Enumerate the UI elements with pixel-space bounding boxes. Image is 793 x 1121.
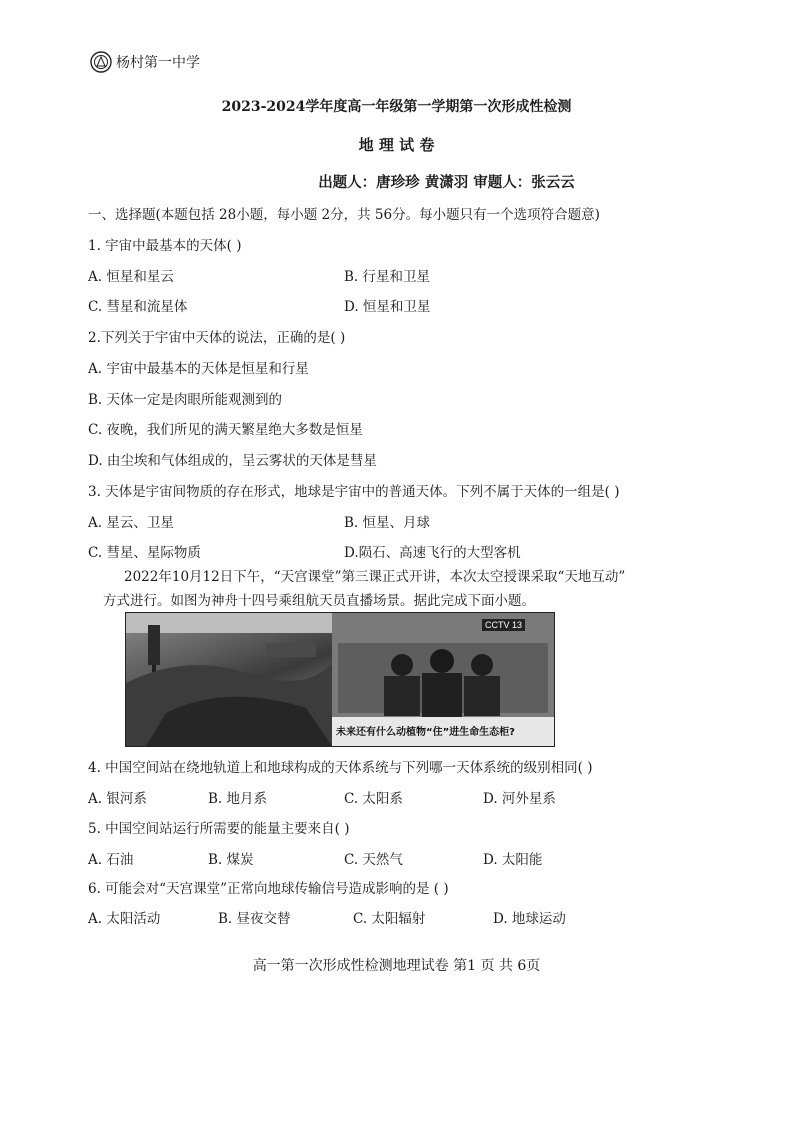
option-b: B. 行星和卫星 bbox=[344, 269, 431, 285]
option-a: A. 星云、卫星 bbox=[88, 515, 174, 531]
school-name: 杨村第一中学 bbox=[116, 55, 200, 71]
channel-logo: CCTV 13 bbox=[482, 619, 525, 631]
page-footer: 高一第一次形成性检测地理试卷 第1 页 共 6页 bbox=[252, 958, 541, 974]
option-a: A. 恒星和星云 bbox=[88, 269, 174, 285]
option-d: D. 地球运动 bbox=[493, 911, 566, 927]
option-a: A. 宇宙中最基本的天体是恒星和行星 bbox=[88, 361, 309, 377]
station-view-icon bbox=[126, 613, 332, 746]
photo-caption: 未来还有什么动植物“住”进生命生态柜? bbox=[336, 727, 515, 738]
passage-line: 2022年10月12日下午，“天宫课堂”第三课正式开讲，本次太空授课采取“天地互动” bbox=[124, 569, 626, 585]
option-c: C. 太阳系 bbox=[344, 791, 403, 807]
option-c: C. 彗星、星际物质 bbox=[88, 545, 201, 561]
option-c: C. 太阳辐射 bbox=[353, 911, 426, 927]
option-a: A. 太阳活动 bbox=[88, 911, 161, 927]
space-station-photo bbox=[126, 613, 332, 746]
option-c: C. 夜晚，我们所见的满天繁星绝大多数是恒星 bbox=[88, 422, 363, 438]
astronaut-broadcast-photo bbox=[125, 612, 555, 747]
option-d: D. 由尘埃和气体组成的，呈云雾状的天体是彗星 bbox=[88, 453, 377, 469]
subject-title: 地 理 试 卷 bbox=[358, 136, 435, 154]
option-b: B. 地月系 bbox=[208, 791, 268, 807]
school-logo-icon bbox=[90, 51, 112, 73]
option-b: B. 昼夜交替 bbox=[218, 911, 291, 927]
question-stem: 5. 中国空间站运行所需要的能量主要来自( ) bbox=[88, 821, 350, 837]
question-stem: 6. 可能会对“天宫课堂”正常向地球传输信号造成影响的是 ( ) bbox=[88, 881, 449, 897]
option-d: D. 太阳能 bbox=[483, 852, 543, 868]
question-stem: 2.下列关于宇宙中天体的说法，正确的是( ) bbox=[88, 330, 346, 346]
option-d: D. 河外星系 bbox=[483, 791, 556, 807]
option-b: B. 天体一定是肉眼所能观测到的 bbox=[88, 392, 283, 408]
option-a: A. 石油 bbox=[88, 852, 134, 868]
school-header bbox=[90, 50, 200, 74]
authors-line: 出题人：唐珍珍 黄潇羽 审题人：张云云 bbox=[318, 174, 575, 191]
option-b: B. 煤炭 bbox=[208, 852, 254, 868]
option-d: D. 恒星和卫星 bbox=[344, 299, 431, 315]
option-b: B. 恒星、月球 bbox=[344, 515, 431, 531]
option-d: D.陨石、高速飞行的大型客机 bbox=[344, 545, 521, 561]
question-stem: 1. 宇宙中最基本的天体( ) bbox=[88, 238, 242, 254]
section-heading: 一、选择题(本题包括 28小题，每小题 2分，共 56分。每小题只有一个选项符合题意) bbox=[88, 207, 600, 223]
option-c: C. 天然气 bbox=[344, 852, 403, 868]
option-a: A. 银河系 bbox=[88, 791, 147, 807]
passage-line: 方式进行。如图为神舟十四号乘组航天员直播场景。据此完成下面小题。 bbox=[103, 593, 535, 609]
question-stem: 4. 中国空间站在绕地轨道上和地球构成的天体系统与下列哪一天体系统的级别相同( ) bbox=[88, 760, 593, 776]
question-stem: 3. 天体是宇宙间物质的存在形式，地球是宇宙中的普通天体。下列不属于天体的一组是( ) bbox=[88, 484, 620, 500]
exam-title: 2023-2024学年度高一年级第一学期第一次形成性检测 bbox=[221, 99, 572, 115]
option-c: C. 彗星和流星体 bbox=[88, 299, 188, 315]
broadcast-photo bbox=[332, 613, 554, 746]
